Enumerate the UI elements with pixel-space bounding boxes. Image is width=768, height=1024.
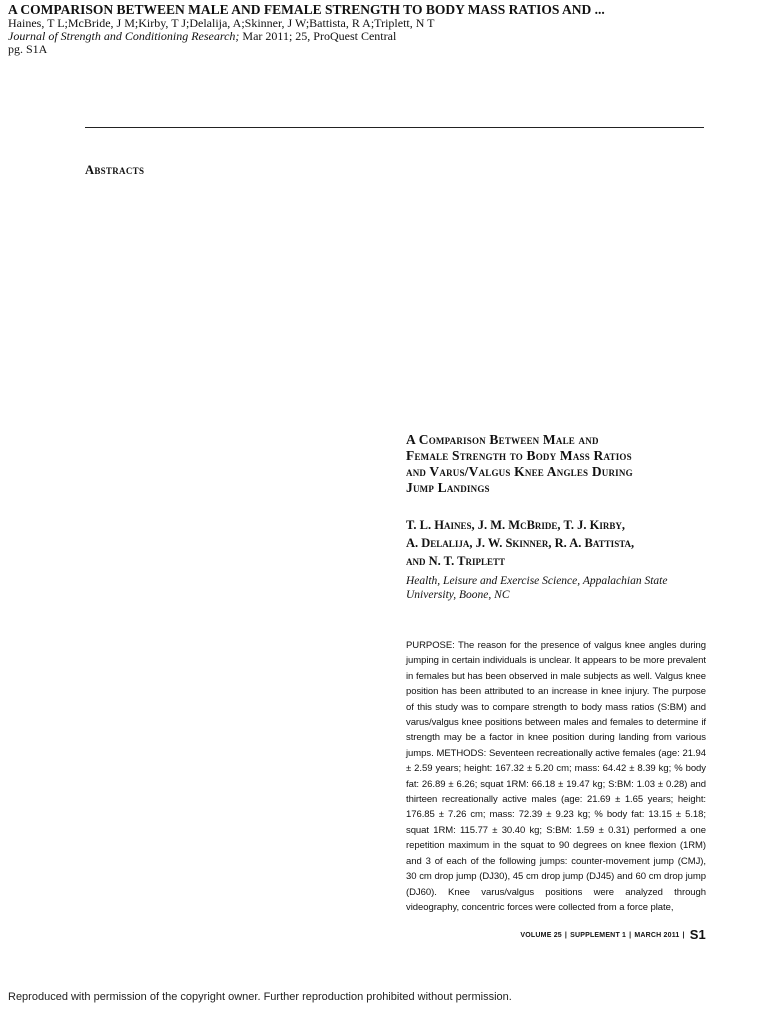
header-pages: pg. S1A [8,42,48,56]
affiliation-line: Health, Leisure and Exercise Science, Appalachian State [406,575,668,587]
top-rule [85,127,704,128]
article-title-line: A Comparison Between Male and [406,432,599,447]
journal-issue: Mar 2011; 25, ProQuest Central [239,29,397,43]
abstract-text: PURPOSE: The reason for the presence of valgus knee angles during jumping in certain individuals is unclear. It appears to be more prevalent in females but has been observed in male subjects as well. Valgus knee position has been attributed to an increase in knee injury. The purpose of this study was to compare strength to body mass ratios (S:BM) and varus/valgus knee positions between males and females to determine if strength may be a factor in knee position during landing from various jumps. METHODS: Seventeen recreationally active females (age: 21.94 ± 2.59 years; height: 167.32 ± 5.20 cm; mass: 64.42 ± 8.39 kg; % body fat: 26.89 ± 6.26; squat 1RM: 66.18 ± 19.47 kg; S:BM: 1.03 ± 0.28) and thirteen recreationally active males (age: 21.69 ± 1.65 years; height: 176.85 ± 7.26 cm; mass: 72.39 ± 9.23 kg; % body fat: 13.15 ± 5.18; squat 1RM: 115.77 ± 30.40 kg; S:BM: 1.59 ± 0.31) performed a one repetition maximum in the squat to 90 degrees on knee flexion (1RM) and 3 of each of the following jumps: counter-movement jump (CMJ), 30 cm drop jump (DJ30), 45 cm drop jump (DJ45) and 60 cm drop jump (DJ60). Knee varus/valgus positions were analyzed through videography, concentric forces were collected from a force plate, [406,640,706,913]
article-affiliation [406,574,706,602]
article-title-line: Female Strength to Body Mass Ratios [406,448,632,463]
header-title: A COMPARISON BETWEEN MALE AND FEMALE STRENGTH TO BODY MASS RATIOS AND ... [8,2,605,17]
page-folio [506,927,706,942]
section-label: Abstracts [85,163,145,177]
author-line: T. L. Haines, J. M. McBride, T. J. Kirby, [406,518,625,532]
journal-name: Journal of Strength and Conditioning Research; [8,29,240,43]
folio-separator: | [682,932,685,939]
folio-date: MARCH 2011 [634,932,680,939]
article-title-line: Jump Landings [406,480,490,495]
header-journal [8,30,760,43]
folio-supplement: SUPPLEMENT 1 [570,932,627,939]
document-header [8,2,760,56]
folio-separator: | [629,932,632,939]
article-title [406,432,706,496]
author-line: A. Delalija, J. W. Skinner, R. A. Battista, [406,536,635,550]
folio-volume: VOLUME 25 [520,932,562,939]
folio-page-number: S1 [689,927,706,942]
affiliation-line: University, Boone, NC [406,589,510,601]
copyright-footer: Reproduced with permission of the copyright owner. Further reproduction prohibited without permission. [8,991,512,1003]
header-authors: Haines, T L;McBride, J M;Kirby, T J;Delalija, A;Skinner, J W;Battista, R A;Triplett, N T [8,16,435,30]
article-title-line: and Varus/Valgus Knee Angles During [406,464,633,479]
folio-separator: | [564,932,568,939]
article-authors [406,516,706,570]
article [406,432,706,915]
author-line: and N. T. Triplett [406,554,505,568]
